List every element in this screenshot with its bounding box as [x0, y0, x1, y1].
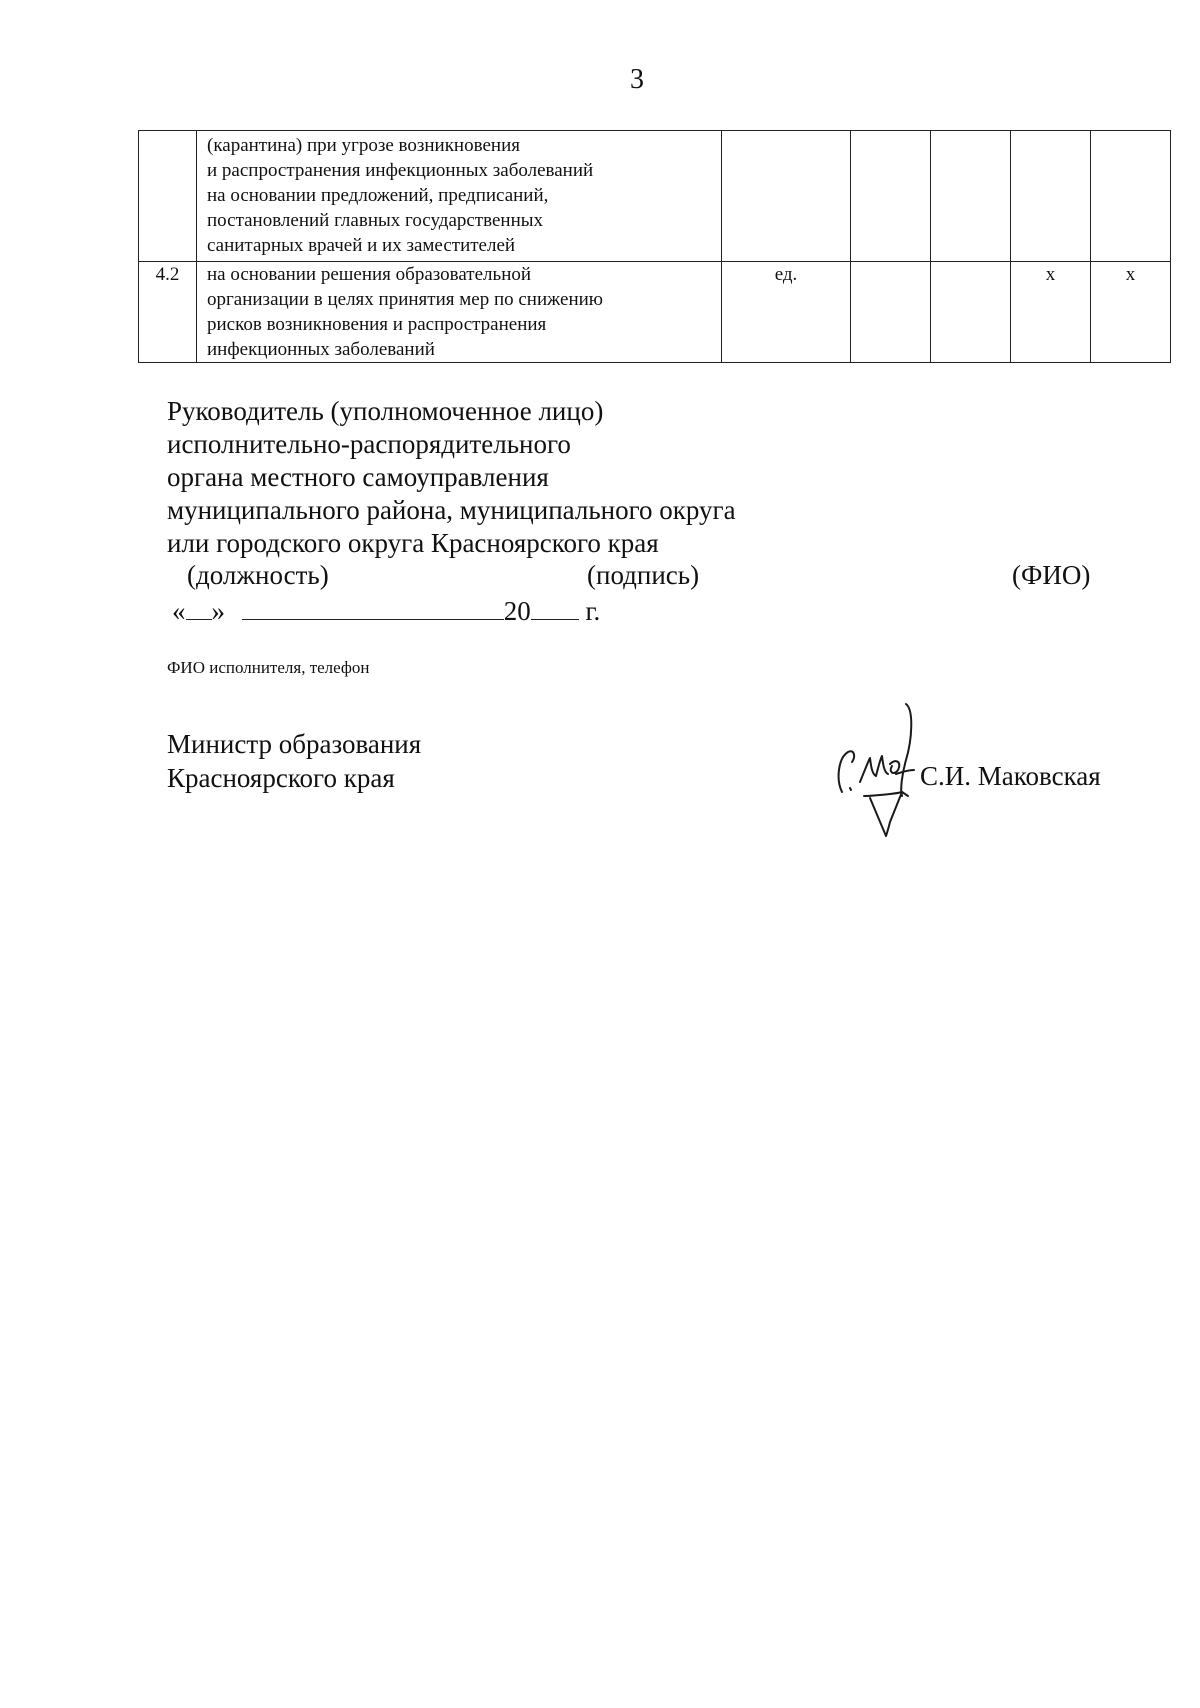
description-line: санитарных врачей и их заместителей: [207, 235, 516, 256]
row-description-cell: [197, 131, 722, 262]
signatory-title-line: муниципального района, муниципального округа: [167, 495, 736, 525]
description-line: рисков возникновения и распространения: [207, 314, 547, 335]
value-cell: [851, 131, 931, 262]
page-number: 3: [630, 64, 644, 95]
minister-name: С.И. Маковская: [920, 761, 1101, 791]
caption-position: (должность): [187, 560, 329, 590]
minister-title-line: Министр образования: [167, 729, 422, 759]
year-blank: [531, 597, 579, 620]
table-row: [139, 131, 1171, 262]
minister-title-line: Красноярского края: [167, 763, 395, 793]
date-open-quote: «: [172, 596, 186, 626]
description-line: на основании решения образовательной: [207, 264, 532, 285]
minister-title: [167, 727, 421, 795]
indicators-table: [138, 130, 1171, 363]
row-number-cell: [139, 131, 197, 262]
table-row: [139, 262, 1171, 363]
caption-fio: (ФИО): [1012, 560, 1091, 590]
date-year-suffix: г.: [585, 596, 601, 626]
date-century: 20: [503, 596, 531, 626]
row-number-cell: 4.2: [139, 262, 197, 363]
description-line: и распространения инфекционных заболеваний: [207, 160, 594, 181]
unit-cell: [722, 131, 851, 262]
signatory-title-line: или городского округа Красноярского края: [167, 528, 659, 558]
value-cell: [1091, 131, 1171, 262]
value-cell: [851, 262, 931, 363]
value-cell: x: [1011, 262, 1091, 363]
day-blank: [186, 597, 212, 620]
value-cell: [931, 262, 1011, 363]
date-line: [172, 596, 600, 627]
signatory-title-line: исполнительно-распорядительного: [167, 429, 571, 459]
value-cell: [931, 131, 1011, 262]
value-cell: x: [1091, 262, 1171, 363]
description-line: на основании предложений, предписаний,: [207, 185, 549, 206]
signatory-title-line: Руководитель (уполномоченное лицо): [167, 396, 604, 426]
month-blank: [242, 597, 504, 620]
date-close-quote: »: [211, 596, 225, 626]
description-line: постановлений главных государственных: [207, 210, 544, 231]
description-line: инфекционных заболеваний: [207, 339, 435, 360]
row-description-cell: [197, 262, 722, 363]
value-cell: [1011, 131, 1091, 262]
executor-label: ФИО исполнителя, телефон: [167, 658, 370, 677]
caption-signature: (подпись): [587, 560, 700, 590]
handwritten-signature: [830, 700, 925, 840]
description-line: (карантина) при угрозе возникновения: [207, 135, 520, 156]
unit-cell: ед.: [722, 262, 851, 363]
signatory-title: [167, 395, 736, 560]
description-line: организации в целях принятия мер по снижению: [207, 289, 603, 310]
signatory-title-line: органа местного самоуправления: [167, 462, 549, 492]
